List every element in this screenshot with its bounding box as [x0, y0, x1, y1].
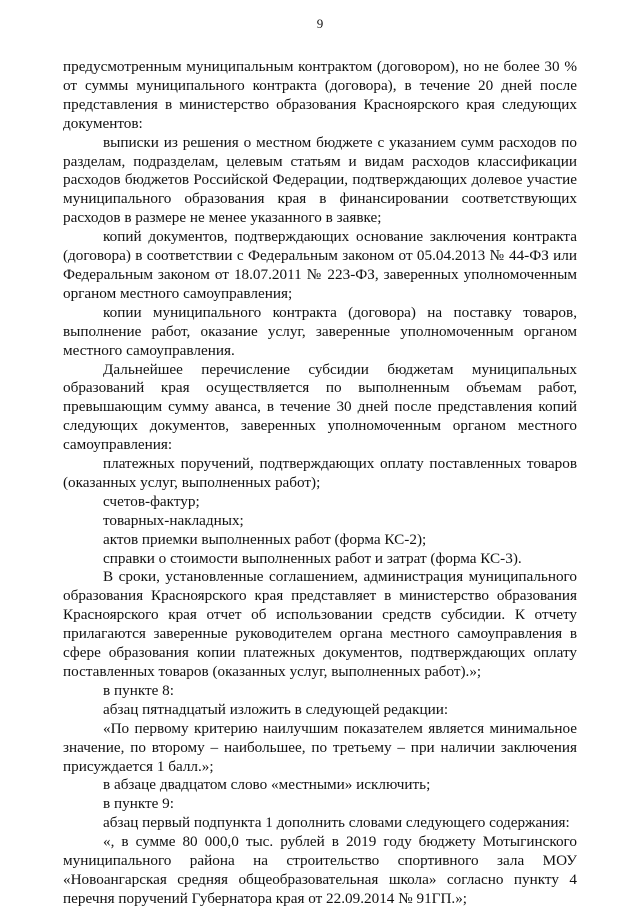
document-body	[63, 58, 577, 909]
paragraph-9: актов приемки выполненных работ (форма КС-2);	[103, 530, 427, 548]
paragraph-1: предусмотренным муниципальным контрактом (договором), но не более 30 % от суммы муниципального контракта (договора), в течение 20 дней после представления в министерство образования Красноярского края следующих документов:	[63, 58, 577, 132]
paragraph-7: счетов-фактур;	[103, 492, 200, 510]
paragraph-13: абзац пятнадцатый изложить в следующей редакции:	[103, 700, 449, 718]
paragraph-10: справки о стоимости выполненных работ и затрат (форма КС-3).	[103, 549, 522, 567]
paragraph-6: платежных поручений, подтверждающих оплату поставленных товаров (оказанных услуг, выполненных работ);	[63, 455, 577, 491]
paragraph-15: в абзаце двадцатом слово «местными» исключить;	[103, 776, 431, 794]
paragraph-4: копии муниципального контракта (договора) на поставку товаров, выполнение работ, оказание услуг, заверенные уполномоченным органом местного самоуправления.	[63, 303, 577, 359]
paragraph-3: копий документов, подтверждающих основание заключения контракта (договора) в соответствии с Федеральным законом от 05.04.2013 № 44-ФЗ или Федеральным законом от 18.07.2011 № 223-ФЗ, заверенных уполномоченным органом местного самоуправления;	[63, 228, 577, 302]
paragraph-16: в пункте 9:	[103, 795, 174, 813]
paragraph-12: в пункте 8:	[103, 681, 174, 699]
paragraph-14: «По первому критерию наилучшим показателем является минимальное значение, по второму – наибольшее, по третьему – при наличии заключения присуждается 1 балл.»;	[63, 719, 577, 775]
paragraph-18: «, в сумме 80 000,0 тыс. рублей в 2019 году бюджету Мотыгинского муниципального района на строительство спортивного зала МОУ «Новоангарская средняя общеобразовательная школа» согласно пункту 4 перечня поручений Губернатора края от 22.09.2014 № 91ГП.»;	[63, 833, 577, 907]
paragraph-5: Дальнейшее перечисление субсидии бюджетам муниципальных образований края осуществляется по выполненным объемам работ, превышающим сумму аванса, в течение 30 дней после представления копий следующих документов, заверенных уполномоченным органом местного самоуправления:	[63, 360, 577, 454]
paragraph-2: выписки из решения о местном бюджете с указанием сумм расходов по разделам, подразделам, целевым статьям и видам расходов классификации расходов бюджетов Российской Федерации, подтверждающих долевое участие муниципального образования края в финансировании соответствующих расходов в размере не менее указанного в заявке;	[63, 133, 577, 227]
paragraph-17: абзац первый подпункта 1 дополнить словами следующего содержания:	[103, 814, 570, 832]
page-number: 9	[316, 16, 324, 31]
paragraph-8: товарных-накладных;	[103, 511, 244, 529]
paragraph-11: В сроки, установленные соглашением, администрация муниципального образования Красноярского края представляет в министерство образования Красноярского края отчет об использовании средств субсидии. К отчету прилагаются заверенные руководителем органа местного самоуправления в сфере образования копии платежных документов, подтверждающих оплату поставленных товаров (оказанных услуг, выполненных работ).»;	[63, 568, 577, 680]
